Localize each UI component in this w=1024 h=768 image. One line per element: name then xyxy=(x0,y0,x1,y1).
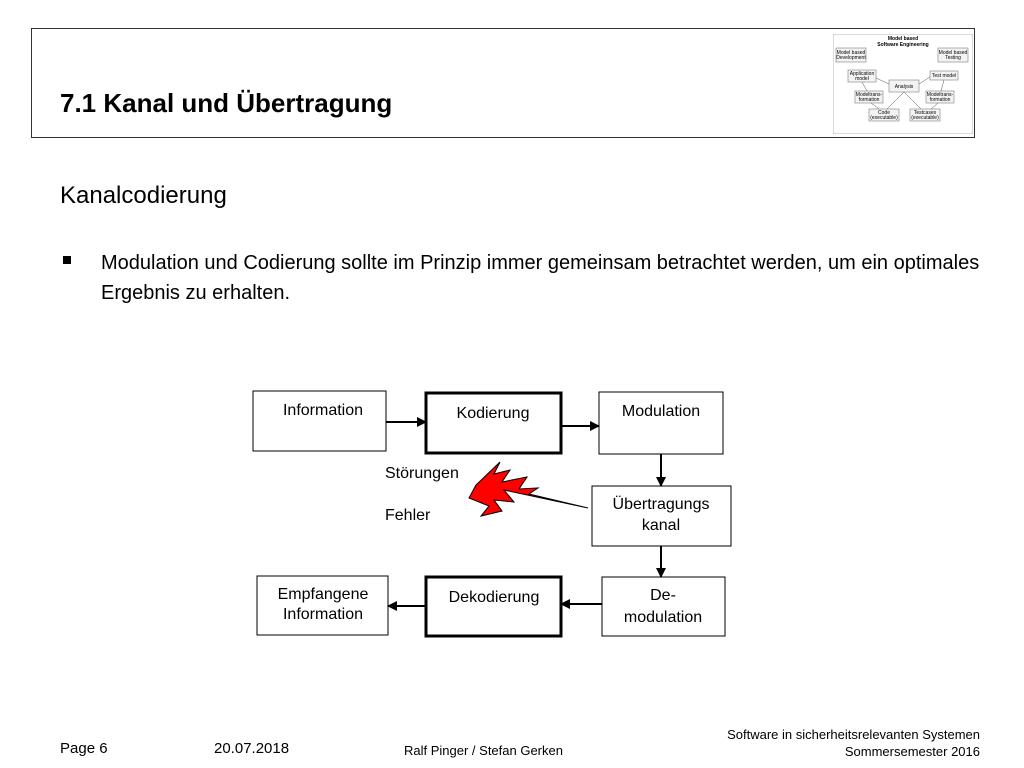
section-subtitle: Kanalcodierung xyxy=(60,182,227,209)
box-dekodierung xyxy=(426,577,561,636)
box-kodierung xyxy=(426,393,561,453)
label-modulation: Modulation xyxy=(621,403,701,420)
label-information: Information xyxy=(282,402,364,419)
mbse-diagram xyxy=(833,34,973,134)
mbse-dev-line2: Development xyxy=(836,55,866,61)
mbse-test-line1: Model based xyxy=(938,50,968,56)
footer-page-number: Page 6 xyxy=(60,740,108,757)
mbse-testmodel: Test model xyxy=(931,73,957,79)
lightning-bolt xyxy=(469,462,588,516)
label-demod-line2: modulation xyxy=(623,609,703,626)
bullet-text: Modulation und Codierung sollte im Prinzip immer gemeinsam betrachtet werden, um ein optimales Ergebnis zu erhalten. xyxy=(101,252,980,304)
label-empf-line2: Information xyxy=(282,606,364,623)
mbse-app-line1: Application xyxy=(849,71,875,77)
label-empf-line1: Empfangene xyxy=(277,586,369,603)
footer-authors: Ralf Pinger / Stefan Gerken xyxy=(404,743,563,758)
mbse-mt-left-line2: formation xyxy=(858,97,880,103)
footer-course xyxy=(727,726,980,760)
mbse-code-line1: Code xyxy=(878,110,890,116)
mbse-code-line2: (executable) xyxy=(870,115,898,121)
label-kanal-line1: Übertragungs xyxy=(612,496,710,513)
label-kodierung: Kodierung xyxy=(456,405,530,422)
box-information xyxy=(253,391,386,451)
label-demod-line1: De- xyxy=(650,587,676,604)
box-modulation xyxy=(599,392,723,454)
channel-flow-diagram xyxy=(240,380,760,650)
mbse-mt-right-line2: formation xyxy=(929,97,951,103)
mbse-analysis: Analysis xyxy=(894,84,914,90)
mbse-testcases-line2: (executable) xyxy=(911,115,939,121)
footer-course-line2: Sommersemester 2016 xyxy=(844,744,980,759)
mbse-app-line2: model xyxy=(855,76,869,82)
label-stoerungen: Störungen xyxy=(385,465,459,482)
bullet-marker xyxy=(63,256,71,264)
footer-course-line1: Software in sicherheitsrelevanten Systemen xyxy=(727,727,980,742)
mbse-testcases-line1: Testcases xyxy=(913,110,937,116)
slide-title: 7.1 Kanal und Übertragung xyxy=(60,88,393,118)
mbse-mt-left-line1: Modeltrans- xyxy=(855,92,883,98)
mbse-title-line2: Software Engineering xyxy=(877,42,929,48)
mbse-test-line2: Testing xyxy=(945,55,961,61)
label-dekodierung: Dekodierung xyxy=(448,589,540,606)
mbse-title-line1: Model based xyxy=(887,36,919,42)
footer-date: 20.07.2018 xyxy=(214,740,290,757)
label-kanal-line2: kanal xyxy=(641,517,681,534)
label-fehler: Fehler xyxy=(385,507,431,524)
mbse-mt-right-line1: Modeltrans- xyxy=(926,92,954,98)
box-kanal xyxy=(592,486,731,546)
mbse-dev-line1: Model based xyxy=(836,50,866,56)
box-demodulation xyxy=(602,577,725,636)
